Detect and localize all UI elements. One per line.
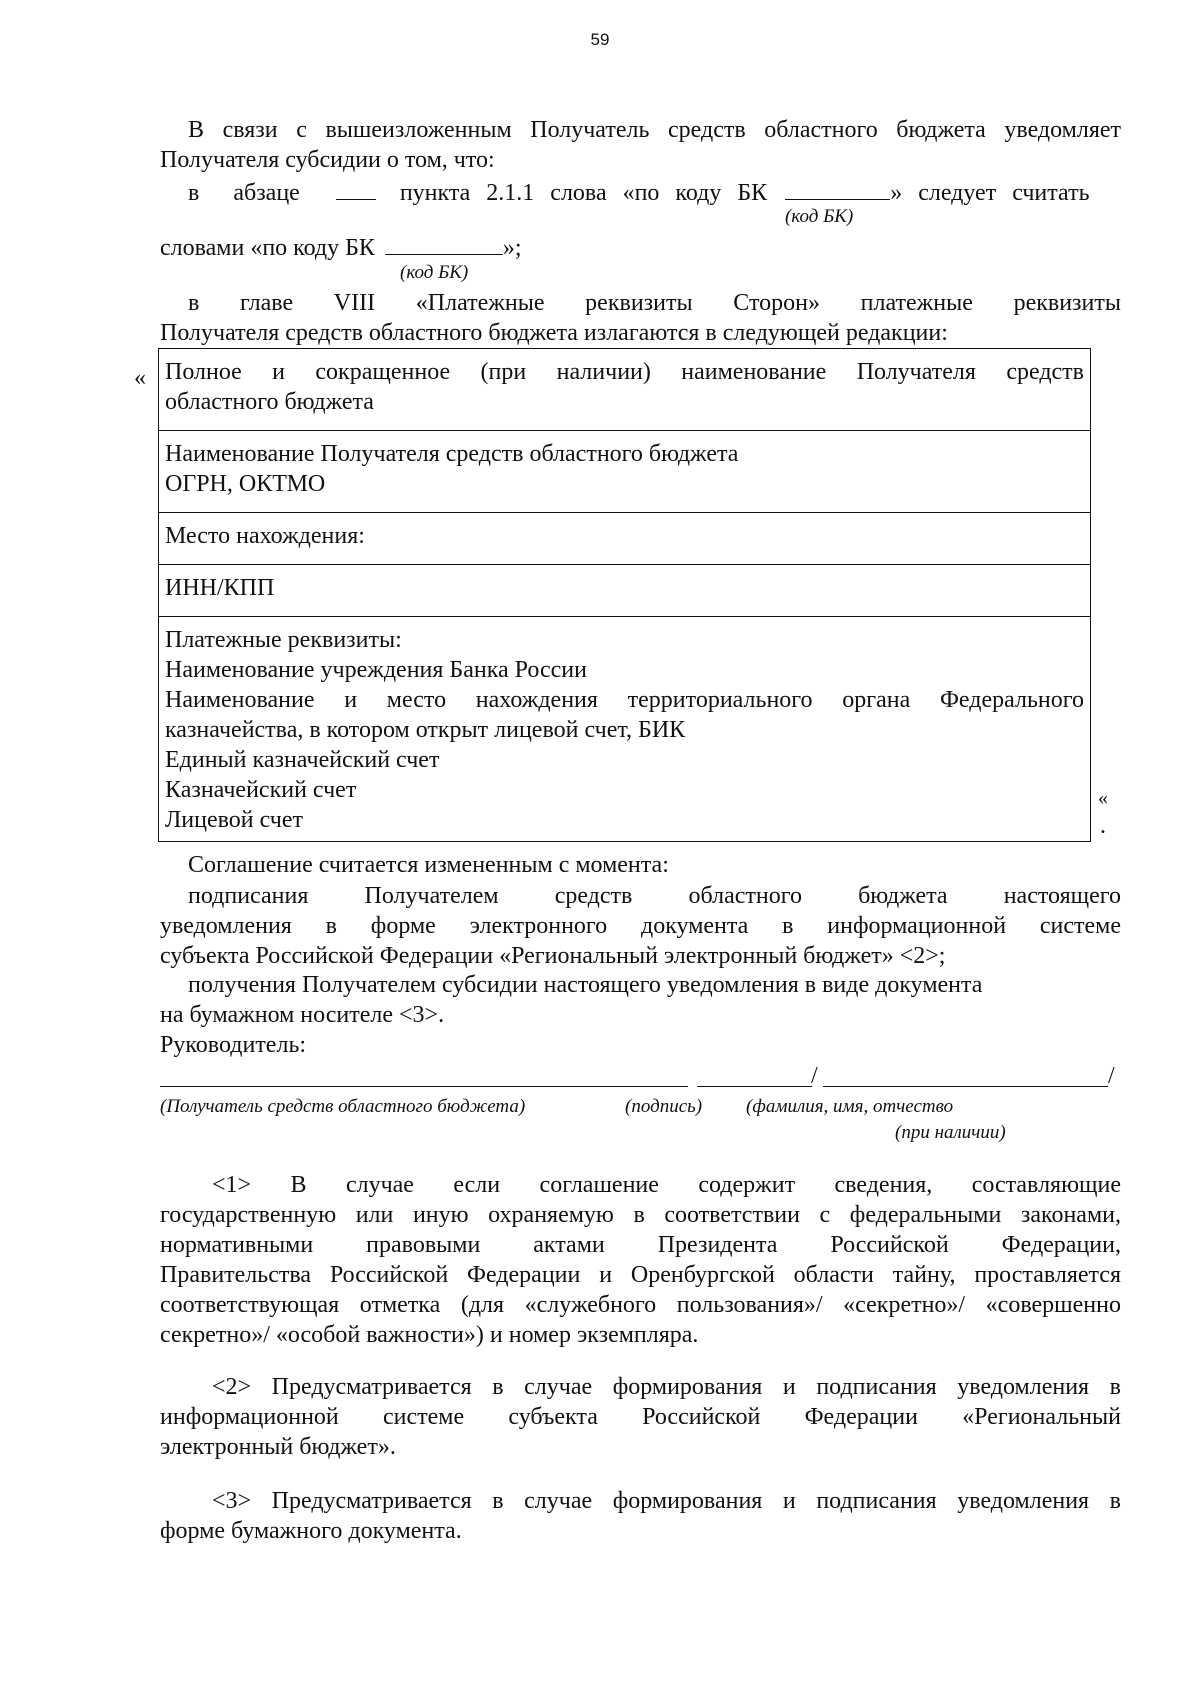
intro-line-3: в абзаце пункта 2.1.1 слова «по коду БК » следует считать	[188, 177, 1090, 207]
hint-kod-bk-1: (код БК)	[785, 206, 854, 227]
agreement-line-4: субъекта Российской Федерации «Региональный электронный бюджет» <2>;	[160, 943, 946, 969]
table-row	[159, 513, 1091, 565]
hint-kod-bk-2: (код БК)	[400, 262, 469, 283]
table-row	[159, 349, 1091, 431]
table-row	[159, 431, 1091, 513]
footnote-3: <3> Предусматривается в случае формирования и подписания уведомления в форме бумажного документа.	[160, 1488, 1121, 1544]
intro-line-4: словами «по коду БК »;	[160, 232, 522, 262]
caption-name: (фамилия, имя, отчество	[746, 1096, 954, 1117]
quote-dot: .	[1100, 813, 1106, 839]
intro-line-6: Получателя средств областного бюджета излагаются в следующей редакции:	[160, 320, 948, 346]
slash-separator: /	[811, 1063, 818, 1089]
intro-line-5: в главе VIII «Платежные реквизиты Сторон» платежные реквизиты	[188, 290, 1121, 316]
caption-name-2: (при наличии)	[895, 1122, 1006, 1143]
footnote-2: <2> Предусматривается в случае формирования и подписания уведомления в информационной системе субъекта Российской Федерации «Региональный электронный бюджет».	[160, 1374, 1121, 1460]
agreement-line-6: на бумажном носителе <3>.	[160, 1002, 445, 1028]
paragraph-blank	[336, 177, 376, 200]
intro-line-1: В связи с вышеизложенным Получатель средств областного бюджета уведомляет	[188, 117, 1121, 143]
name-signature-line	[823, 1086, 1108, 1087]
page-number: 59	[590, 30, 610, 49]
table-row	[159, 617, 1091, 842]
slash-separator-end: /	[1108, 1063, 1115, 1089]
table-cell-payment-details: Платежные реквизиты: Наименование учреждения Банка России Наименование и место нахождения территориального органа Федерального казначейства, в котором открыт лицевой счет, БИК Единый казначейский счет Казначейский счет Лицевой счет	[159, 617, 1091, 842]
footnote-1: <1> В случае если соглашение содержит сведения, составляющие государственную или иную охраняемую в соответствии с федеральными законами, нормативными правовыми актами Президента Российской Федерации, Правительства Российской Федерации и Оренбургской области тайну, проставляется соответствующая отметка (для «служебного пользования»/ «секретно»/ «совершенно секретно»/ «особой важности») и номер экземпляра.	[160, 1172, 1121, 1348]
table-cell-name-ogrn: Наименование Получателя средств областного бюджета ОГРН, ОКТМО	[159, 431, 1091, 513]
table-row	[159, 565, 1091, 617]
recipient-signature-line	[160, 1086, 688, 1087]
bk-code-blank-1	[785, 177, 890, 200]
caption-recipient: (Получатель средств областного бюджета)	[160, 1096, 526, 1117]
caption-sign: (подпись)	[625, 1096, 703, 1117]
agreement-line-7: Руководитель:	[160, 1032, 307, 1058]
requisites-table	[158, 348, 1091, 842]
agreement-line-1: Соглашение считается измененным с момента:	[188, 852, 669, 878]
quote-open: «	[134, 365, 146, 391]
agreement-line-3: уведомления в форме электронного документа в информационной системе	[160, 913, 1121, 939]
table-cell-inn-kpp: ИНН/КПП	[159, 565, 1091, 617]
quote-close: «	[1098, 787, 1108, 809]
sign-line	[697, 1086, 812, 1087]
table-cell-location: Место нахождения:	[159, 513, 1091, 565]
agreement-line-5: получения Получателем субсидии настоящего уведомления в виде документа	[188, 972, 983, 998]
table-cell-full-name: Полное и сокращенное (при наличии) наименование Получателя средств областного бюджета	[159, 349, 1091, 431]
bk-code-blank-2	[385, 232, 503, 255]
intro-line-2: Получателя субсидии о том, что:	[160, 147, 495, 173]
agreement-line-2: подписания Получателем средств областного бюджета настоящего	[188, 883, 1121, 909]
